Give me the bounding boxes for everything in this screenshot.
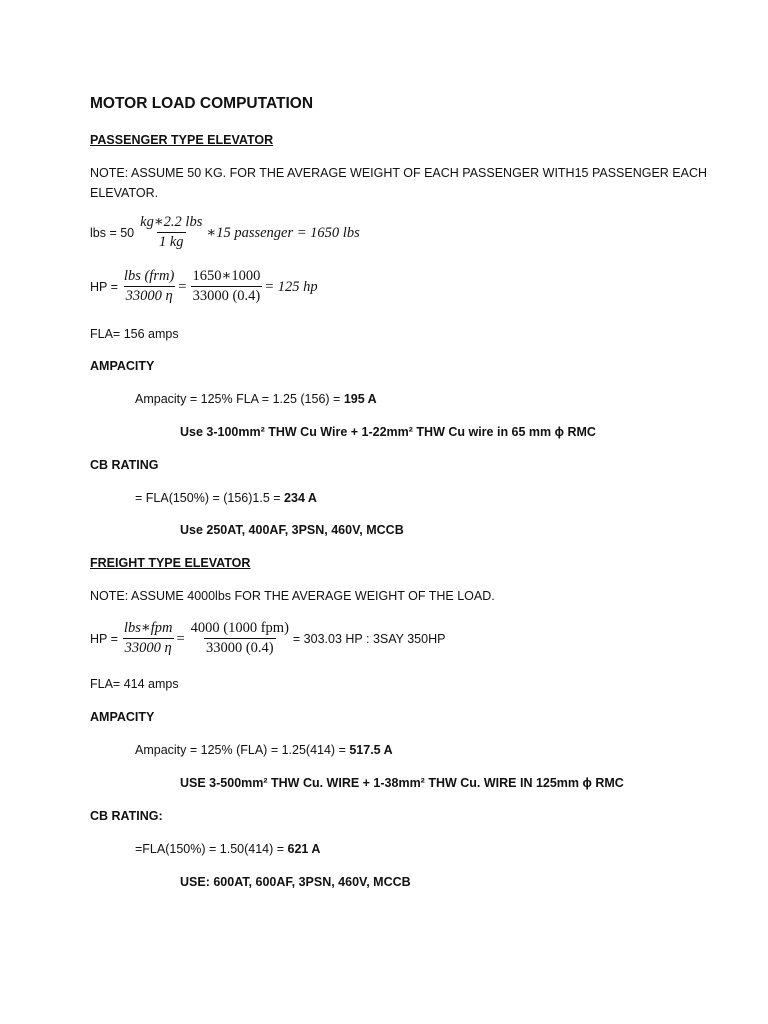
freight-hp-den2: 33000 (0.4): [205, 640, 274, 656]
freight-cb-calc: =FLA(150%) = 1.50(414) =: [135, 842, 288, 856]
freight-cb-result: 621 A: [287, 842, 321, 856]
freight-hp-fraction1: [122, 620, 175, 657]
passenger-heading: PASSENGER TYPE ELEVATOR: [90, 133, 274, 147]
passenger-cb-heading: CB RATING: [90, 458, 159, 472]
freight-breaker-spec: USE: 600AT, 600AF, 3PSN, 460V, MCCB: [180, 875, 411, 889]
freight-ampacity-line: [135, 742, 393, 758]
passenger-hp-equals: =: [178, 278, 187, 295]
freight-hp-den1: 33000 η: [124, 640, 172, 656]
passenger-breaker-spec: Use 250AT, 400AF, 3PSN, 460V, MCCB: [180, 523, 404, 537]
passenger-hp-equation: [90, 268, 320, 305]
passenger-hp-lhs: HP =: [90, 279, 118, 294]
passenger-hp-rest: = 125 hp: [264, 278, 318, 295]
lbs-eq-rest: ∗15 passenger = 1650 lbs: [206, 224, 360, 241]
lbs-equation: [90, 214, 362, 251]
passenger-wire-spec: Use 3-100mm² THW Cu Wire + 1-22mm² THW Cu wire in 65 mm ϕ RMC: [180, 425, 596, 439]
passenger-ampacity-line: [135, 391, 377, 407]
passenger-cb-result: 234 A: [284, 491, 317, 505]
freight-hp-num2: 4000 (1000 fpm): [190, 620, 289, 636]
freight-fla: FLA= 414 amps: [90, 677, 179, 691]
freight-hp-rest: = 303.03 HP : 3SAY 350HP: [292, 631, 446, 646]
freight-wire-spec: USE 3-500mm² THW Cu. WIRE + 1-38mm² THW Cu. WIRE IN 125mm ϕ RMC: [180, 776, 624, 790]
freight-ampacity-heading: AMPACITY: [90, 710, 155, 724]
freight-ampacity-result: 517.5 A: [349, 743, 393, 757]
freight-hp-fraction2: [189, 620, 291, 657]
passenger-ampacity-result: 195 A: [343, 392, 377, 406]
page-title: MOTOR LOAD COMPUTATION: [90, 95, 314, 112]
freight-heading: FREIGHT TYPE ELEVATOR: [90, 556, 251, 570]
passenger-note-line2: ELEVATOR.: [90, 186, 159, 200]
passenger-ampacity-heading: AMPACITY: [90, 359, 155, 373]
freight-hp-equals: =: [176, 630, 185, 647]
freight-cb-heading: CB RATING:: [90, 809, 163, 823]
passenger-hp-fraction1: [122, 268, 176, 305]
freight-hp-lhs: HP =: [90, 631, 118, 646]
passenger-hp-den1: 33000 η: [125, 288, 173, 304]
freight-hp-num1: lbs∗fpm: [123, 620, 173, 636]
passenger-hp-num1: lbs (frm): [123, 268, 175, 284]
freight-hp-equation: [90, 620, 447, 657]
freight-note: NOTE: ASSUME 4000lbs FOR THE AVERAGE WEIGHT OF THE LOAD.: [90, 589, 495, 603]
passenger-hp-num2: 1650∗1000: [192, 268, 261, 284]
passenger-hp-fraction2: [190, 268, 262, 305]
lbs-eq-fraction: [138, 214, 204, 251]
freight-ampacity-calc: Ampacity = 125% (FLA) = 1.25(414) =: [135, 743, 350, 757]
lbs-eq-numerator: kg∗2.2 lbs: [140, 214, 203, 230]
passenger-cb-calc: = FLA(150%) = (156)1.5 =: [135, 491, 285, 505]
passenger-hp-den2: 33000 (0.4): [192, 288, 261, 304]
passenger-cb-line: [135, 490, 317, 506]
passenger-note-line1: NOTE: ASSUME 50 KG. FOR THE AVERAGE WEIGHT OF EACH PASSENGER WITH15 PASSENGER EACH: [90, 166, 708, 180]
lbs-eq-denominator: 1 kg: [158, 234, 184, 250]
passenger-ampacity-calc: Ampacity = 125% FLA = 1.25 (156) =: [135, 392, 344, 406]
freight-cb-line: [135, 841, 320, 857]
lbs-eq-lhs: lbs = 50: [90, 225, 135, 240]
passenger-fla: FLA= 156 amps: [90, 327, 179, 341]
